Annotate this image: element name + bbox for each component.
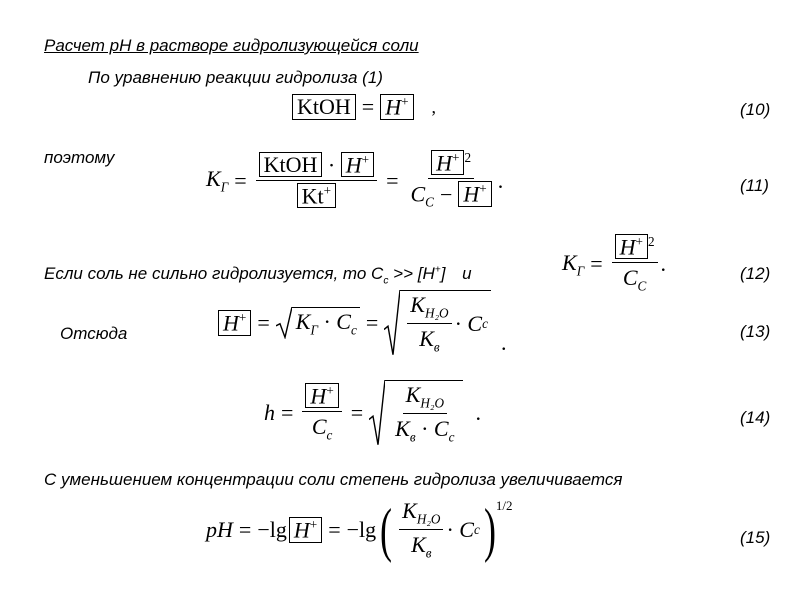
equation-number-14: (14) bbox=[740, 408, 771, 427]
equation-11: $K_Г$ = $\frac{KtOH \cdot H^+}{Kt^+}$ = $\frac{H^+ ^2}{C_C - H^+}$ . bbox=[206, 150, 504, 211]
equation-15: pH = − lg H+ = − lg ( $\frac{K_{H_2O}}{K_в}$ · C c ) 1/2 bbox=[206, 496, 513, 563]
equation-number-12: (12) bbox=[740, 264, 771, 283]
page-title: Расчет pH в растворе гидролизующейся соли bbox=[44, 36, 419, 55]
intro-text: По уравнению реакции гидролиза (1) bbox=[88, 68, 383, 87]
equation-14: h = $\frac{H^+}{C_c}$ = $\frac{K_{H_2O}}{K_в \cdot C_c}$ . bbox=[264, 382, 481, 445]
equation-number-13: (13) bbox=[740, 322, 771, 341]
h-bracket: H+ bbox=[380, 94, 413, 119]
therefore-text: поэтому bbox=[44, 148, 115, 167]
equation-number-15: (15) bbox=[740, 528, 771, 547]
condition-text: Если соль не сильно гидролизуется, то $C_c >> [H^+]$ и bbox=[44, 264, 472, 287]
equation-10: KtOH = H+ , bbox=[292, 94, 436, 120]
hence-text: Отсюда bbox=[60, 324, 128, 343]
equation-number-10: (10) bbox=[740, 100, 771, 119]
ktoh-bracket: KtOH bbox=[292, 94, 356, 119]
equation-13: H+ = $K_Г \cdot C_c$ = $\frac{K_{H_2O}}{K_в}$ · C c . bbox=[218, 290, 506, 356]
conclusion-text: С уменьшением концентрации соли степень гидролиза увеличивается bbox=[44, 470, 623, 489]
equation-12: $K_Г$ = $\frac{H^+ ^2}{C_C}$ . bbox=[562, 234, 667, 294]
equation-number-11: (11) bbox=[740, 176, 769, 195]
